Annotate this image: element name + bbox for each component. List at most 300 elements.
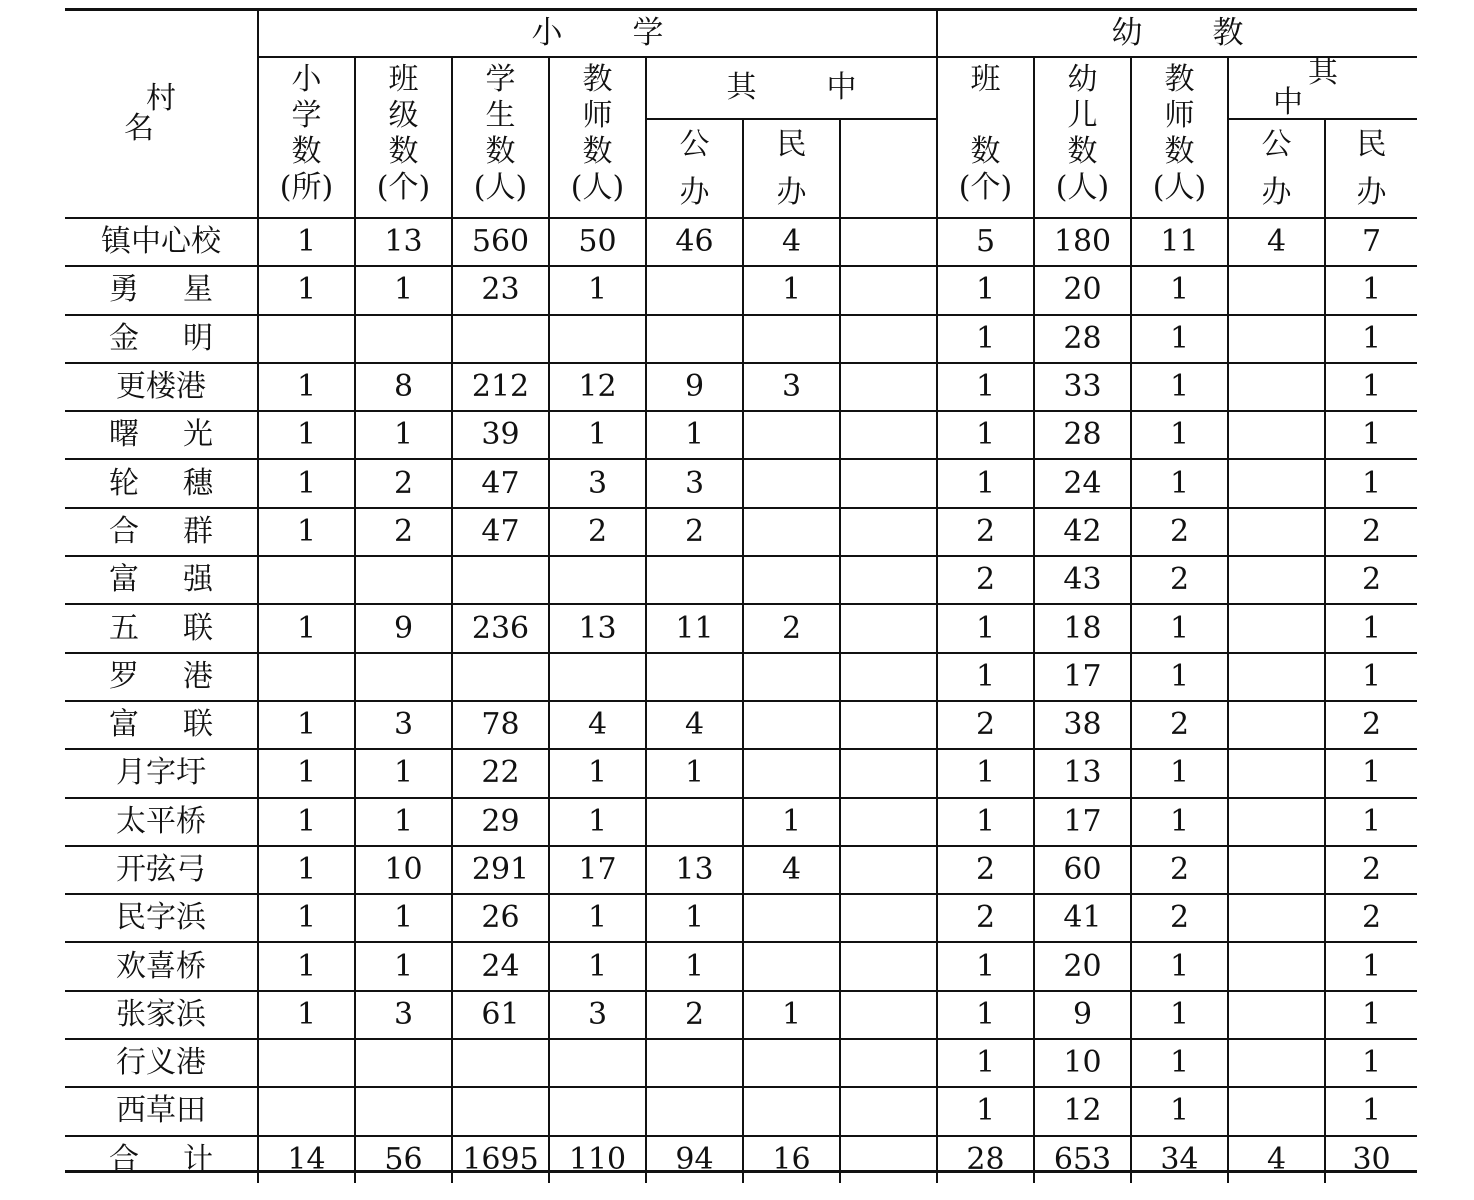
value-cell: 24 <box>1034 459 1131 507</box>
value-cell: 43 <box>1034 556 1131 604</box>
value-cell: 47 <box>452 459 549 507</box>
value-cell <box>840 218 937 266</box>
value-cell: 3 <box>355 991 452 1039</box>
value-cell: 2 <box>355 508 452 556</box>
primary-public-label: 公 办 <box>679 126 710 210</box>
value-cell: 3 <box>549 459 646 507</box>
value-cell: 1 <box>1131 798 1228 846</box>
value-cell <box>258 1087 355 1135</box>
value-cell <box>1228 701 1325 749</box>
value-cell <box>743 653 840 701</box>
value-cell: 212 <box>452 363 549 411</box>
value-cell: 11 <box>1131 218 1228 266</box>
village-name-cell: 张家浜 <box>65 991 258 1039</box>
value-cell: 1 <box>549 749 646 797</box>
value-cell: 50 <box>549 218 646 266</box>
value-cell: 2 <box>1325 701 1417 749</box>
village-name-cell: 曙光 <box>65 411 258 459</box>
value-cell: 13 <box>549 604 646 652</box>
value-cell: 3 <box>549 991 646 1039</box>
statistics-table <box>65 10 1417 1183</box>
value-cell: 1 <box>1325 991 1417 1039</box>
value-cell: 13 <box>1034 749 1131 797</box>
kg-children-header <box>1034 57 1131 218</box>
table-row <box>65 991 1417 1039</box>
value-cell <box>840 798 937 846</box>
table-header <box>65 10 1417 218</box>
value-cell: 20 <box>1034 942 1131 990</box>
value-cell: 1 <box>646 411 743 459</box>
value-cell: 1695 <box>452 1136 549 1183</box>
village-name-cell: 罗港 <box>65 653 258 701</box>
value-cell: 61 <box>452 991 549 1039</box>
value-cell: 2 <box>1325 556 1417 604</box>
value-cell: 17 <box>1034 798 1131 846</box>
value-cell <box>1228 894 1325 942</box>
value-cell: 2 <box>1131 556 1228 604</box>
village-name-cell: 富强 <box>65 556 258 604</box>
value-cell <box>840 508 937 556</box>
village-name-cell: 行义港 <box>65 1039 258 1087</box>
value-cell <box>743 894 840 942</box>
value-cell <box>452 556 549 604</box>
value-cell: 1 <box>1131 991 1228 1039</box>
value-cell: 8 <box>355 363 452 411</box>
village-name-cell: 开弦弓 <box>65 846 258 894</box>
value-cell <box>1228 315 1325 363</box>
village-name-cell: 勇星 <box>65 266 258 314</box>
value-cell: 1 <box>258 701 355 749</box>
value-cell: 1 <box>646 894 743 942</box>
value-cell <box>355 1039 452 1087</box>
table-row <box>65 411 1417 459</box>
value-cell: 1 <box>258 604 355 652</box>
value-cell: 4 <box>646 701 743 749</box>
value-cell <box>1228 266 1325 314</box>
value-cell <box>452 1087 549 1135</box>
value-cell: 1 <box>1325 749 1417 797</box>
value-cell <box>646 315 743 363</box>
value-cell <box>646 653 743 701</box>
primary-students-header <box>452 57 549 218</box>
village-name-cell: 欢喜桥 <box>65 942 258 990</box>
value-cell: 42 <box>1034 508 1131 556</box>
value-cell: 38 <box>1034 701 1131 749</box>
value-cell <box>1228 411 1325 459</box>
value-cell <box>549 556 646 604</box>
value-cell: 10 <box>355 846 452 894</box>
value-cell: 1 <box>1131 604 1228 652</box>
value-cell: 1 <box>355 411 452 459</box>
value-cell <box>452 1039 549 1087</box>
value-cell: 1 <box>355 942 452 990</box>
value-cell: 2 <box>1325 508 1417 556</box>
value-cell: 180 <box>1034 218 1131 266</box>
value-cell: 2 <box>1325 846 1417 894</box>
value-cell: 2 <box>355 459 452 507</box>
value-cell: 33 <box>1034 363 1131 411</box>
value-cell: 1 <box>937 459 1034 507</box>
value-cell: 2 <box>937 701 1034 749</box>
value-cell: 2 <box>937 894 1034 942</box>
value-cell: 1 <box>937 653 1034 701</box>
value-cell <box>549 315 646 363</box>
value-cell <box>258 1039 355 1087</box>
value-cell: 291 <box>452 846 549 894</box>
kg-teachers-header <box>1131 57 1228 218</box>
value-cell: 1 <box>549 266 646 314</box>
value-cell <box>1228 1039 1325 1087</box>
value-cell <box>646 1087 743 1135</box>
value-cell <box>1228 508 1325 556</box>
value-cell: 1 <box>1131 266 1228 314</box>
value-cell: 1 <box>258 218 355 266</box>
value-cell <box>840 266 937 314</box>
value-cell <box>452 315 549 363</box>
value-cell: 1 <box>937 1039 1034 1087</box>
primary-teachers-label: 教 师 数 (人) <box>570 62 625 205</box>
value-cell: 1 <box>937 942 1034 990</box>
value-cell <box>1228 991 1325 1039</box>
value-cell <box>549 653 646 701</box>
value-cell: 1 <box>1325 363 1417 411</box>
value-cell: 4 <box>549 701 646 749</box>
primary-students-label: 学 生 数 (人) <box>473 62 528 205</box>
table-body <box>65 218 1417 1183</box>
value-cell: 2 <box>937 508 1034 556</box>
value-cell: 2 <box>937 556 1034 604</box>
table-row <box>65 363 1417 411</box>
value-cell: 1 <box>1131 411 1228 459</box>
value-cell: 2 <box>646 991 743 1039</box>
value-cell: 1 <box>937 1087 1034 1135</box>
value-cell <box>549 1087 646 1135</box>
value-cell <box>743 701 840 749</box>
table-row <box>65 459 1417 507</box>
village-name-cell: 金明 <box>65 315 258 363</box>
table-row <box>65 556 1417 604</box>
village-name-cell: 镇中心校 <box>65 218 258 266</box>
value-cell <box>646 556 743 604</box>
value-cell: 1 <box>1325 459 1417 507</box>
value-cell: 1 <box>1325 798 1417 846</box>
value-cell: 2 <box>1131 846 1228 894</box>
primary-private-header <box>743 119 840 218</box>
value-cell <box>840 604 937 652</box>
value-cell <box>840 363 937 411</box>
value-cell <box>840 749 937 797</box>
value-cell: 2 <box>743 604 840 652</box>
value-cell: 18 <box>1034 604 1131 652</box>
value-cell: 1 <box>355 798 452 846</box>
value-cell: 1 <box>355 894 452 942</box>
value-cell: 1 <box>1131 749 1228 797</box>
value-cell: 1 <box>1131 1039 1228 1087</box>
value-cell: 1 <box>1131 315 1228 363</box>
value-cell <box>840 846 937 894</box>
value-cell: 39 <box>452 411 549 459</box>
value-cell <box>452 653 549 701</box>
value-cell <box>1228 798 1325 846</box>
value-cell: 1 <box>937 798 1034 846</box>
value-cell: 78 <box>452 701 549 749</box>
statistics-table-wrapper <box>65 10 1417 1183</box>
value-cell <box>840 1136 937 1183</box>
value-cell: 56 <box>355 1136 452 1183</box>
village-name-cell: 五联 <box>65 604 258 652</box>
value-cell <box>1228 604 1325 652</box>
table-row <box>65 846 1417 894</box>
value-cell: 22 <box>452 749 549 797</box>
value-cell: 2 <box>1131 701 1228 749</box>
value-cell: 1 <box>1325 653 1417 701</box>
value-cell: 1 <box>1131 653 1228 701</box>
value-cell: 1 <box>1131 459 1228 507</box>
value-cell: 17 <box>1034 653 1131 701</box>
kg-public-header <box>1228 119 1325 218</box>
village-name-cell: 民字浜 <box>65 894 258 942</box>
value-cell: 12 <box>549 363 646 411</box>
value-cell: 46 <box>646 218 743 266</box>
value-cell <box>743 315 840 363</box>
value-cell <box>743 459 840 507</box>
value-cell <box>1228 653 1325 701</box>
value-cell <box>743 508 840 556</box>
value-cell: 2 <box>549 508 646 556</box>
value-cell: 1 <box>937 604 1034 652</box>
value-cell: 3 <box>646 459 743 507</box>
value-cell: 1 <box>646 942 743 990</box>
village-header: 村 名 <box>124 80 294 146</box>
value-cell <box>258 653 355 701</box>
value-cell: 1 <box>258 363 355 411</box>
value-cell: 9 <box>1034 991 1131 1039</box>
village-name-cell: 轮穗 <box>65 459 258 507</box>
primary-school-header: 小学 <box>258 10 937 57</box>
value-cell: 4 <box>1228 1136 1325 1183</box>
value-cell <box>743 411 840 459</box>
value-cell <box>355 653 452 701</box>
table-row <box>65 798 1417 846</box>
value-cell: 236 <box>452 604 549 652</box>
value-cell <box>840 894 937 942</box>
value-cell: 1 <box>743 991 840 1039</box>
value-cell <box>258 556 355 604</box>
value-cell: 9 <box>646 363 743 411</box>
table-row <box>65 894 1417 942</box>
value-cell <box>840 991 937 1039</box>
primary-count-label: 小 学 数 (所) <box>279 62 334 205</box>
value-cell: 1 <box>1131 363 1228 411</box>
value-cell: 1 <box>1325 411 1417 459</box>
kg-public-label: 公 办 <box>1261 126 1292 210</box>
value-cell: 1 <box>1325 942 1417 990</box>
value-cell: 2 <box>1325 894 1417 942</box>
value-cell: 1 <box>1131 942 1228 990</box>
value-cell: 1 <box>258 411 355 459</box>
kg-private-label: 民 办 <box>1356 126 1387 210</box>
value-cell: 1 <box>646 749 743 797</box>
value-cell: 1 <box>743 798 840 846</box>
kg-classes-header <box>937 57 1034 218</box>
value-cell <box>743 556 840 604</box>
table-row <box>65 1087 1417 1135</box>
value-cell: 26 <box>452 894 549 942</box>
value-cell: 3 <box>355 701 452 749</box>
village-name-cell: 月字圩 <box>65 749 258 797</box>
value-cell: 12 <box>1034 1087 1131 1135</box>
value-cell <box>840 315 937 363</box>
table-row <box>65 508 1417 556</box>
value-cell: 1 <box>258 749 355 797</box>
value-cell: 1 <box>1325 1039 1417 1087</box>
village-name-cell: 太平桥 <box>65 798 258 846</box>
kindergarten-header: 幼教 <box>937 10 1417 57</box>
value-cell: 1 <box>258 508 355 556</box>
value-cell: 1 <box>258 266 355 314</box>
value-cell: 1 <box>937 411 1034 459</box>
value-cell <box>355 315 452 363</box>
value-cell <box>1228 459 1325 507</box>
table-row <box>65 1039 1417 1087</box>
kg-of-which-header: 其中 <box>1228 57 1417 119</box>
village-name-cell: 合群 <box>65 508 258 556</box>
value-cell: 1 <box>549 942 646 990</box>
village-name-cell: 合计 <box>65 1136 258 1183</box>
value-cell: 1 <box>937 266 1034 314</box>
kg-teachers-label: 教 师 数 (人) <box>1152 62 1207 205</box>
value-cell: 34 <box>1131 1136 1228 1183</box>
table-row <box>65 315 1417 363</box>
value-cell: 653 <box>1034 1136 1131 1183</box>
value-cell: 1 <box>258 459 355 507</box>
value-cell: 24 <box>452 942 549 990</box>
value-cell: 1 <box>258 846 355 894</box>
value-cell: 3 <box>743 363 840 411</box>
value-cell: 1 <box>355 749 452 797</box>
value-cell <box>1228 363 1325 411</box>
value-cell: 9 <box>355 604 452 652</box>
value-cell: 14 <box>258 1136 355 1183</box>
value-cell: 1 <box>549 798 646 846</box>
primary-classes-label: 班 级 数 (个) <box>376 62 431 205</box>
value-cell: 41 <box>1034 894 1131 942</box>
value-cell <box>743 942 840 990</box>
value-cell <box>1228 942 1325 990</box>
value-cell: 560 <box>452 218 549 266</box>
value-cell: 1 <box>937 749 1034 797</box>
value-cell: 1 <box>937 991 1034 1039</box>
value-cell: 16 <box>743 1136 840 1183</box>
value-cell <box>840 1087 937 1135</box>
value-cell <box>743 749 840 797</box>
primary-of-which-header: 其中 <box>646 57 937 119</box>
village-name-cell: 富联 <box>65 701 258 749</box>
table-row <box>65 218 1417 266</box>
value-cell: 2 <box>1131 894 1228 942</box>
table-row <box>65 942 1417 990</box>
value-cell: 28 <box>1034 411 1131 459</box>
kg-classes-label: 班 数 (个) <box>958 62 1013 205</box>
value-cell <box>743 1087 840 1135</box>
value-cell <box>646 798 743 846</box>
primary-classes-header <box>355 57 452 218</box>
table-row <box>65 266 1417 314</box>
village-name-cell: 西草田 <box>65 1087 258 1135</box>
value-cell <box>1228 846 1325 894</box>
primary-public-header <box>646 119 743 218</box>
value-cell: 13 <box>355 218 452 266</box>
value-cell: 1 <box>1325 1087 1417 1135</box>
value-cell <box>743 1039 840 1087</box>
value-cell <box>840 942 937 990</box>
value-cell: 4 <box>743 218 840 266</box>
value-cell <box>646 266 743 314</box>
value-cell: 1 <box>258 991 355 1039</box>
value-cell: 2 <box>937 846 1034 894</box>
value-cell: 1 <box>743 266 840 314</box>
value-cell: 20 <box>1034 266 1131 314</box>
value-cell <box>355 556 452 604</box>
value-cell: 2 <box>1131 508 1228 556</box>
value-cell: 30 <box>1325 1136 1417 1183</box>
value-cell <box>840 556 937 604</box>
value-cell: 17 <box>549 846 646 894</box>
value-cell: 28 <box>937 1136 1034 1183</box>
table-row <box>65 1136 1417 1183</box>
value-cell: 1 <box>1325 266 1417 314</box>
value-cell: 7 <box>1325 218 1417 266</box>
kg-children-label: 幼 儿 数 (人) <box>1055 62 1110 205</box>
value-cell <box>646 1039 743 1087</box>
value-cell <box>355 1087 452 1135</box>
value-cell <box>840 701 937 749</box>
value-cell: 2 <box>646 508 743 556</box>
value-cell <box>1228 1087 1325 1135</box>
value-cell: 1 <box>258 894 355 942</box>
table-row <box>65 749 1417 797</box>
value-cell: 1 <box>258 942 355 990</box>
value-cell: 1 <box>258 798 355 846</box>
value-cell: 1 <box>549 411 646 459</box>
table-row <box>65 604 1417 652</box>
value-cell: 4 <box>1228 218 1325 266</box>
value-cell: 60 <box>1034 846 1131 894</box>
value-cell: 110 <box>549 1136 646 1183</box>
value-cell <box>840 411 937 459</box>
table-row <box>65 701 1417 749</box>
value-cell <box>258 315 355 363</box>
value-cell: 5 <box>937 218 1034 266</box>
value-cell: 28 <box>1034 315 1131 363</box>
primary-blank-header <box>840 119 937 218</box>
value-cell <box>840 459 937 507</box>
value-cell: 1 <box>937 363 1034 411</box>
value-cell: 10 <box>1034 1039 1131 1087</box>
value-cell <box>1228 749 1325 797</box>
value-cell <box>1228 556 1325 604</box>
value-cell: 1 <box>1325 604 1417 652</box>
value-cell: 94 <box>646 1136 743 1183</box>
value-cell: 29 <box>452 798 549 846</box>
table-row <box>65 653 1417 701</box>
village-name-cell: 更楼港 <box>65 363 258 411</box>
value-cell: 1 <box>549 894 646 942</box>
value-cell: 11 <box>646 604 743 652</box>
value-cell: 4 <box>743 846 840 894</box>
value-cell: 1 <box>1131 1087 1228 1135</box>
value-cell: 23 <box>452 266 549 314</box>
